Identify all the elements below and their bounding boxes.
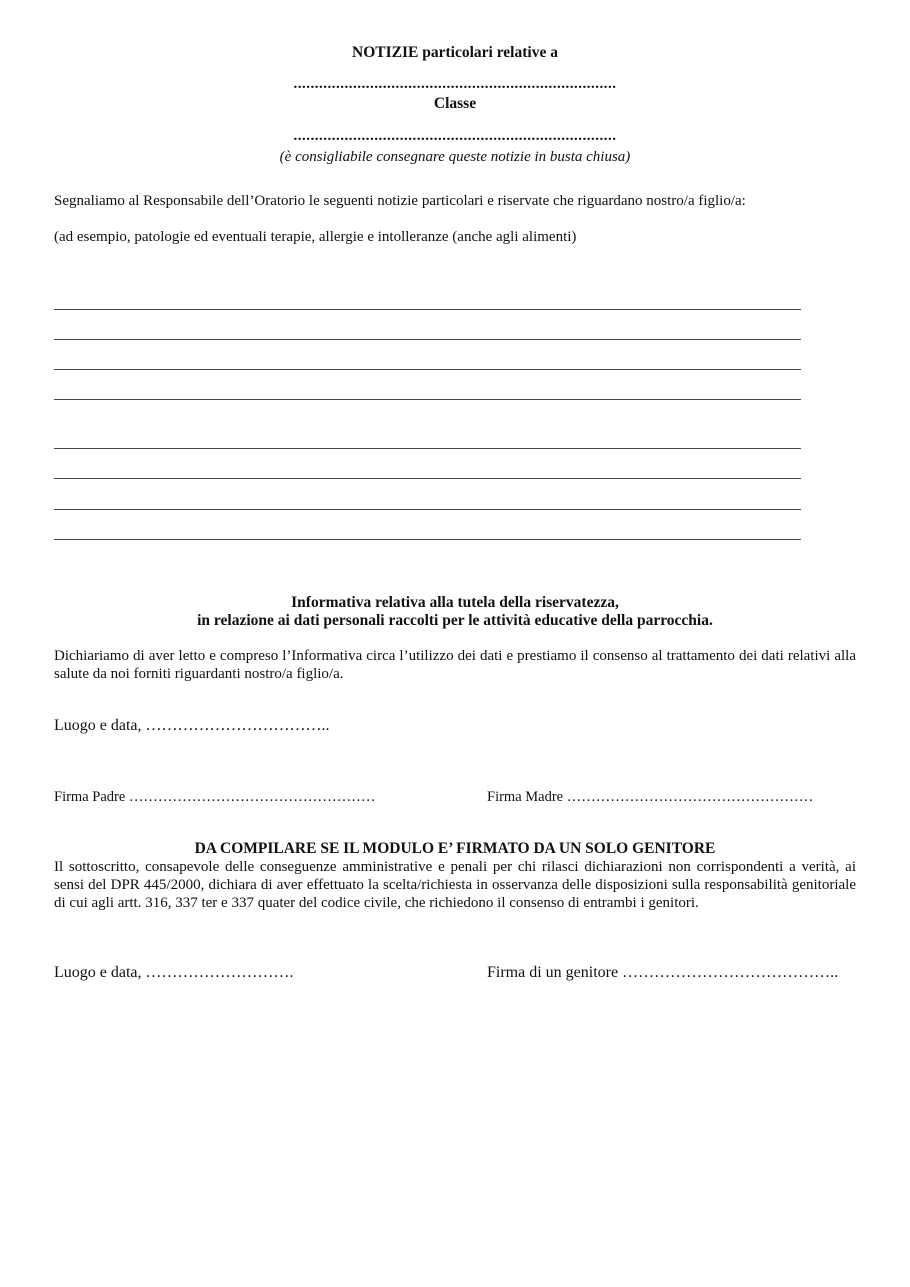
privacy-heading-line2: in relazione ai dati personali raccolti per le attività educative della parrocchia. [197, 612, 713, 629]
privacy-heading-line1: Informativa relativa alla tutela della riservatezza, [291, 594, 619, 611]
writing-line[interactable] [54, 399, 801, 400]
class-label: Classe [433, 95, 477, 112]
father-signature-field[interactable]: Firma Padre …………………………………………… [54, 789, 376, 805]
name-dotted-line[interactable]: ............................................................................ [293, 76, 617, 92]
mother-signature-field[interactable]: Firma Madre …………………………………………… [487, 789, 814, 805]
single-parent-declaration: Il sottoscritto, consapevole delle conseguenze amministrative e penali per chi rilasci dichiarazioni non corrispondenti a verità, ai sensi del DPR 445/2000, dichiara di aver effettuato la scelta/richiesta in osservanza delle disposizioni sulla responsabilità genitoriale di cui agli artt. 316, 337 ter e 337 quater del codice civile, che richiedono il consenso di entrambi i genitori. [54, 859, 856, 911]
writing-line[interactable] [54, 448, 801, 449]
writing-line[interactable] [54, 539, 801, 540]
intro-example: (ad esempio, patologie ed eventuali terapie, allergie e intolleranze (anche agli alimenti) [54, 229, 577, 245]
parent-signature-field[interactable]: Firma di un genitore ………………………………….. [487, 964, 839, 981]
form-title: NOTIZIE particolari relative a [352, 44, 558, 61]
class-dotted-line[interactable]: ............................................................................ [293, 128, 617, 144]
writing-line[interactable] [54, 369, 801, 370]
envelope-note: (è consigliabile consegnare queste notizie in busta chiusa) [279, 149, 631, 165]
intro-statement: Segnaliamo al Responsabile dell’Oratorio le seguenti notizie particolari e riservate che riguardano nostro/a figlio/a: [54, 193, 746, 209]
place-date-field[interactable]: Luogo e data, …………………………….. [54, 717, 330, 734]
writing-line[interactable] [54, 478, 801, 479]
single-parent-place-date-field[interactable]: Luogo e data, ………………………. [54, 964, 294, 981]
writing-line[interactable] [54, 309, 801, 310]
writing-line[interactable] [54, 509, 801, 510]
privacy-declaration: Dichiariamo di aver letto e compreso l’Informativa circa l’utilizzo dei dati e prestiamo il consenso al trattamento dei dati relativi alla salute da noi forniti riguardanti nostro/a figlio/a. [54, 648, 856, 682]
writing-line[interactable] [54, 339, 801, 340]
single-parent-heading: DA COMPILARE SE IL MODULO E’ FIRMATO DA UN SOLO GENITORE [194, 840, 716, 857]
